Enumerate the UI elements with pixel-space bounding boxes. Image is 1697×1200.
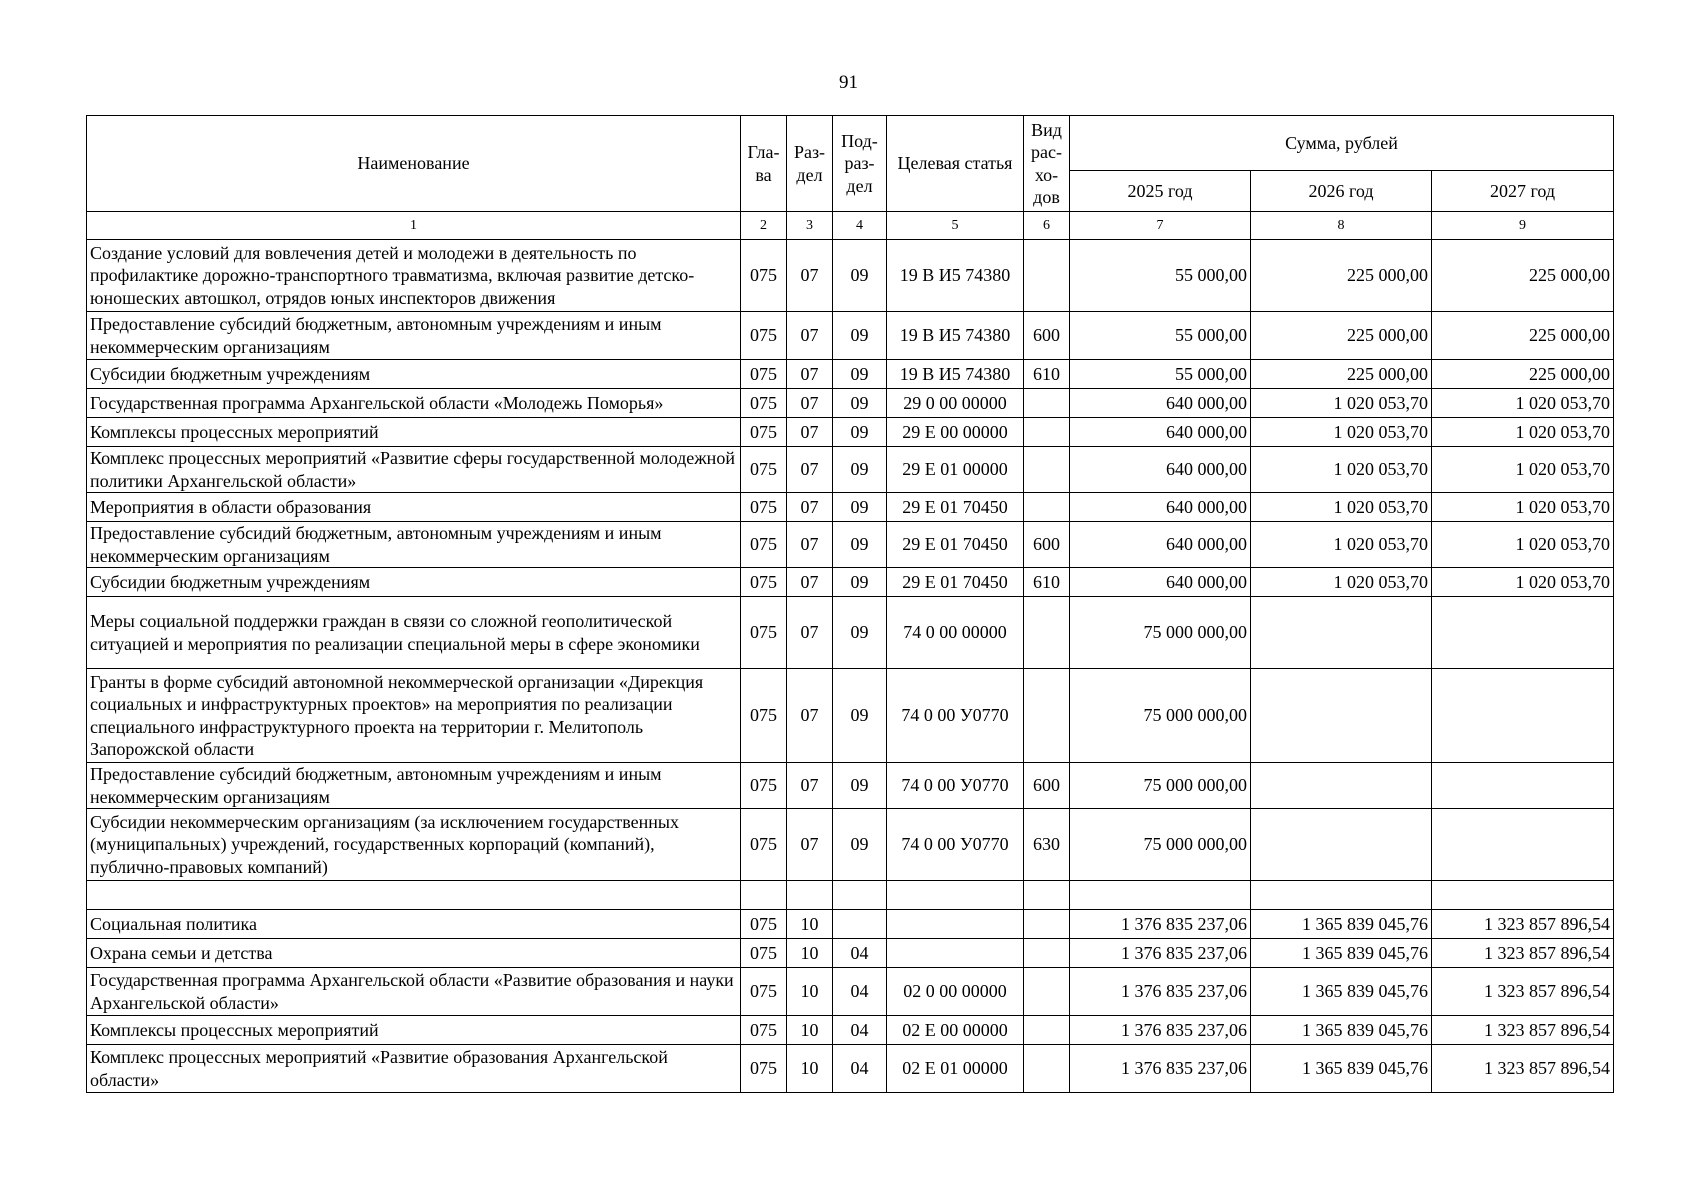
table-row [87, 763, 1614, 809]
row-name: Субсидии бюджетным учреждениям [87, 568, 741, 597]
row-amount-2025: 1 376 835 237,06 [1070, 910, 1251, 939]
row-amount-2025: 640 000,00 [1070, 568, 1251, 597]
header-razdel: Раз-дел [787, 116, 833, 212]
row-glava: 075 [741, 312, 787, 360]
row-amount-2026: 1 365 839 045,76 [1251, 939, 1432, 968]
row-podrazdel [833, 910, 887, 939]
row-razdel: 07 [787, 568, 833, 597]
row-name: Государственная программа Архангельской области «Развитие образования и науки Архангельской области» [87, 968, 741, 1016]
row-vid-raskhodov [1024, 447, 1070, 493]
row-amount-2027: 1 020 053,70 [1432, 568, 1614, 597]
row-razdel: 10 [787, 1045, 833, 1093]
header-year-2025: 2025 год [1070, 171, 1251, 212]
column-number-row [87, 212, 1614, 240]
row-vid-raskhodov [1024, 493, 1070, 522]
row-celevaya-statya: 74 0 00 У0770 [887, 809, 1024, 881]
row-podrazdel: 04 [833, 1016, 887, 1045]
row-name: Предоставление субсидий бюджетным, автономным учреждениям и иным некоммерческим организациям [87, 522, 741, 568]
row-amount-2026: 1 020 053,70 [1251, 447, 1432, 493]
row-amount-2025: 55 000,00 [1070, 240, 1251, 312]
row-vid-raskhodov [1024, 389, 1070, 418]
row-vid-raskhodov [1024, 939, 1070, 968]
table-row [87, 493, 1614, 522]
row-vid-raskhodov [1024, 968, 1070, 1016]
row-vid-raskhodov [1024, 418, 1070, 447]
table-row [87, 881, 1614, 910]
row-celevaya-statya: 29 Е 01 70450 [887, 522, 1024, 568]
header-celevaya: Целевая статья [887, 116, 1024, 212]
row-amount-2025: 640 000,00 [1070, 447, 1251, 493]
row-name: Охрана семьи и детства [87, 939, 741, 968]
row-amount-2025: 55 000,00 [1070, 360, 1251, 389]
table-row [87, 1045, 1614, 1093]
header-vid: Вид рас-хо-дов [1024, 116, 1070, 212]
row-amount-2027: 1 323 857 896,54 [1432, 939, 1614, 968]
row-celevaya-statya: 02 Е 01 00000 [887, 1045, 1024, 1093]
row-celevaya-statya: 29 0 00 00000 [887, 389, 1024, 418]
row-glava: 075 [741, 360, 787, 389]
row-glava: 075 [741, 763, 787, 809]
row-amount-2027 [1432, 881, 1614, 910]
row-celevaya-statya: 02 Е 00 00000 [887, 1016, 1024, 1045]
row-podrazdel: 09 [833, 360, 887, 389]
row-celevaya-statya: 74 0 00 У0770 [887, 669, 1024, 763]
row-glava: 075 [741, 240, 787, 312]
row-glava: 075 [741, 910, 787, 939]
row-name: Государственная программа Архангельской области «Молодежь Поморья» [87, 389, 741, 418]
row-amount-2026: 1 020 053,70 [1251, 389, 1432, 418]
row-amount-2025: 640 000,00 [1070, 389, 1251, 418]
row-razdel: 07 [787, 763, 833, 809]
table-row [87, 312, 1614, 360]
row-amount-2026: 1 020 053,70 [1251, 418, 1432, 447]
row-vid-raskhodov: 610 [1024, 568, 1070, 597]
row-podrazdel: 04 [833, 968, 887, 1016]
row-razdel: 07 [787, 240, 833, 312]
row-amount-2026: 225 000,00 [1251, 360, 1432, 389]
column-number: 8 [1251, 212, 1432, 240]
table-row [87, 669, 1614, 763]
row-amount-2027: 1 020 053,70 [1432, 493, 1614, 522]
row-amount-2027: 225 000,00 [1432, 312, 1614, 360]
row-amount-2027: 1 323 857 896,54 [1432, 1016, 1614, 1045]
row-vid-raskhodov [1024, 669, 1070, 763]
column-number: 9 [1432, 212, 1614, 240]
row-amount-2026: 1 020 053,70 [1251, 568, 1432, 597]
table-row [87, 809, 1614, 881]
row-podrazdel: 09 [833, 389, 887, 418]
table-row [87, 418, 1614, 447]
row-amount-2025: 640 000,00 [1070, 522, 1251, 568]
row-razdel: 10 [787, 968, 833, 1016]
row-amount-2025: 1 376 835 237,06 [1070, 1016, 1251, 1045]
row-razdel: 07 [787, 669, 833, 763]
row-glava: 075 [741, 1016, 787, 1045]
table-row [87, 597, 1614, 669]
table-row [87, 240, 1614, 312]
page-number: 91 [839, 72, 858, 93]
row-glava: 075 [741, 968, 787, 1016]
row-amount-2025: 640 000,00 [1070, 493, 1251, 522]
row-amount-2027: 225 000,00 [1432, 240, 1614, 312]
row-amount-2026: 1 365 839 045,76 [1251, 1045, 1432, 1093]
row-amount-2027: 1 020 053,70 [1432, 447, 1614, 493]
row-podrazdel: 09 [833, 568, 887, 597]
row-celevaya-statya: 29 Е 00 00000 [887, 418, 1024, 447]
row-amount-2026: 1 365 839 045,76 [1251, 968, 1432, 1016]
row-glava: 075 [741, 809, 787, 881]
row-podrazdel: 09 [833, 763, 887, 809]
row-amount-2027 [1432, 809, 1614, 881]
row-amount-2025: 55 000,00 [1070, 312, 1251, 360]
row-vid-raskhodov [1024, 240, 1070, 312]
row-vid-raskhodov: 600 [1024, 522, 1070, 568]
row-podrazdel: 09 [833, 418, 887, 447]
row-name: Субсидии бюджетным учреждениям [87, 360, 741, 389]
header-podrazdel: Под-раз-дел [833, 116, 887, 212]
row-razdel: 07 [787, 522, 833, 568]
row-razdel: 10 [787, 1016, 833, 1045]
row-razdel: 07 [787, 389, 833, 418]
row-podrazdel: 09 [833, 597, 887, 669]
table-row [87, 910, 1614, 939]
row-name: Гранты в форме субсидий автономной некоммерческой организации «Дирекция социальных и инфраструктурных проектов» на мероприятия по реализации специального инфраструктурного проекта на территории г. Мелитополь Запорожской области [87, 669, 741, 763]
header-summa: Сумма, рублей [1070, 116, 1614, 171]
column-number: 5 [887, 212, 1024, 240]
row-glava [741, 881, 787, 910]
row-amount-2027: 1 020 053,70 [1432, 418, 1614, 447]
column-number: 4 [833, 212, 887, 240]
row-amount-2025 [1070, 881, 1251, 910]
header-glava: Гла-ва [741, 116, 787, 212]
row-vid-raskhodov: 610 [1024, 360, 1070, 389]
row-razdel: 07 [787, 597, 833, 669]
row-glava: 075 [741, 1045, 787, 1093]
row-amount-2027: 1 323 857 896,54 [1432, 910, 1614, 939]
row-razdel: 07 [787, 312, 833, 360]
row-amount-2026: 225 000,00 [1251, 312, 1432, 360]
row-name: Комплексы процессных мероприятий [87, 1016, 741, 1045]
row-name: Комплекс процессных мероприятий «Развитие образования Архангельской области» [87, 1045, 741, 1093]
row-glava: 075 [741, 418, 787, 447]
row-amount-2025: 1 376 835 237,06 [1070, 1045, 1251, 1093]
table-row [87, 522, 1614, 568]
row-amount-2027: 1 323 857 896,54 [1432, 1045, 1614, 1093]
table-row [87, 1016, 1614, 1045]
row-name: Субсидии некоммерческим организациям (за исключением государственных (муниципальных) учреждений, государственных корпораций (компаний), публично-правовых компаний) [87, 809, 741, 881]
row-amount-2025: 1 376 835 237,06 [1070, 939, 1251, 968]
row-amount-2027 [1432, 669, 1614, 763]
budget-table [86, 115, 1614, 1093]
row-celevaya-statya [887, 939, 1024, 968]
row-glava: 075 [741, 522, 787, 568]
table-row [87, 568, 1614, 597]
row-celevaya-statya: 19 В И5 74380 [887, 360, 1024, 389]
row-razdel: 07 [787, 360, 833, 389]
row-amount-2025: 640 000,00 [1070, 418, 1251, 447]
row-amount-2026: 1 365 839 045,76 [1251, 910, 1432, 939]
row-amount-2026: 1 365 839 045,76 [1251, 1016, 1432, 1045]
row-glava: 075 [741, 568, 787, 597]
row-amount-2025: 75 000 000,00 [1070, 763, 1251, 809]
row-podrazdel: 09 [833, 522, 887, 568]
row-amount-2027 [1432, 597, 1614, 669]
row-vid-raskhodov [1024, 1016, 1070, 1045]
row-name: Комплексы процессных мероприятий [87, 418, 741, 447]
row-amount-2026: 1 020 053,70 [1251, 493, 1432, 522]
row-celevaya-statya: 29 Е 01 00000 [887, 447, 1024, 493]
row-vid-raskhodov [1024, 597, 1070, 669]
row-podrazdel: 09 [833, 447, 887, 493]
row-amount-2025: 75 000 000,00 [1070, 597, 1251, 669]
row-amount-2026 [1251, 763, 1432, 809]
row-glava: 075 [741, 493, 787, 522]
row-celevaya-statya: 74 0 00 У0770 [887, 763, 1024, 809]
row-vid-raskhodov: 630 [1024, 809, 1070, 881]
row-amount-2026 [1251, 669, 1432, 763]
column-number: 6 [1024, 212, 1070, 240]
row-amount-2026 [1251, 881, 1432, 910]
column-number: 2 [741, 212, 787, 240]
column-number: 1 [87, 212, 741, 240]
row-podrazdel: 09 [833, 312, 887, 360]
row-name: Мероприятия в области образования [87, 493, 741, 522]
row-razdel: 07 [787, 447, 833, 493]
row-celevaya-statya: 29 Е 01 70450 [887, 568, 1024, 597]
row-vid-raskhodov [1024, 910, 1070, 939]
row-name: Предоставление субсидий бюджетным, автономным учреждениям и иным некоммерческим организациям [87, 312, 741, 360]
row-amount-2025: 1 376 835 237,06 [1070, 968, 1251, 1016]
row-celevaya-statya: 19 В И5 74380 [887, 240, 1024, 312]
row-razdel: 10 [787, 939, 833, 968]
row-razdel: 10 [787, 910, 833, 939]
row-podrazdel: 09 [833, 493, 887, 522]
row-amount-2025: 75 000 000,00 [1070, 809, 1251, 881]
row-name: Комплекс процессных мероприятий «Развитие сферы государственной молодежной политики Архангельской области» [87, 447, 741, 493]
row-podrazdel: 04 [833, 939, 887, 968]
row-podrazdel: 09 [833, 809, 887, 881]
header-year-2026: 2026 год [1251, 171, 1432, 212]
row-name: Предоставление субсидий бюджетным, автономным учреждениям и иным некоммерческим организациям [87, 763, 741, 809]
row-name: Социальная политика [87, 910, 741, 939]
header-name: Наименование [87, 116, 741, 212]
column-number: 3 [787, 212, 833, 240]
row-razdel: 07 [787, 809, 833, 881]
row-vid-raskhodov [1024, 1045, 1070, 1093]
row-celevaya-statya: 02 0 00 00000 [887, 968, 1024, 1016]
row-name: Меры социальной поддержки граждан в связи со сложной геополитической ситуацией и мероприятия по реализации специальной меры в сфере экономики [87, 597, 741, 669]
row-celevaya-statya: 74 0 00 00000 [887, 597, 1024, 669]
row-name: Создание условий для вовлечения детей и молодежи в деятельность по профилактике дорожно-транспортного травматизма, включая развитие детско-юношеских автошкол, отрядов юных инспекторов движения [87, 240, 741, 312]
row-glava: 075 [741, 939, 787, 968]
row-celevaya-statya: 19 В И5 74380 [887, 312, 1024, 360]
row-vid-raskhodov: 600 [1024, 763, 1070, 809]
row-glava: 075 [741, 389, 787, 418]
table-row [87, 360, 1614, 389]
row-glava: 075 [741, 447, 787, 493]
row-vid-raskhodov [1024, 881, 1070, 910]
row-podrazdel: 09 [833, 240, 887, 312]
row-amount-2027: 1 020 053,70 [1432, 389, 1614, 418]
row-amount-2025: 75 000 000,00 [1070, 669, 1251, 763]
header-year-2027: 2027 год [1432, 171, 1614, 212]
row-razdel [787, 881, 833, 910]
row-amount-2026 [1251, 809, 1432, 881]
row-celevaya-statya [887, 881, 1024, 910]
row-podrazdel: 09 [833, 669, 887, 763]
row-glava: 075 [741, 669, 787, 763]
row-glava: 075 [741, 597, 787, 669]
row-amount-2027: 1 020 053,70 [1432, 522, 1614, 568]
table-row [87, 939, 1614, 968]
row-razdel: 07 [787, 493, 833, 522]
row-amount-2026: 225 000,00 [1251, 240, 1432, 312]
row-celevaya-statya [887, 910, 1024, 939]
table-row [87, 968, 1614, 1016]
column-number: 7 [1070, 212, 1251, 240]
table-row [87, 447, 1614, 493]
row-amount-2027: 1 323 857 896,54 [1432, 968, 1614, 1016]
row-podrazdel: 04 [833, 1045, 887, 1093]
row-amount-2026 [1251, 597, 1432, 669]
table-row [87, 389, 1614, 418]
row-razdel: 07 [787, 418, 833, 447]
row-name [87, 881, 741, 910]
row-amount-2026: 1 020 053,70 [1251, 522, 1432, 568]
row-amount-2027 [1432, 763, 1614, 809]
row-amount-2027: 225 000,00 [1432, 360, 1614, 389]
row-podrazdel [833, 881, 887, 910]
row-vid-raskhodov: 600 [1024, 312, 1070, 360]
row-celevaya-statya: 29 Е 01 70450 [887, 493, 1024, 522]
